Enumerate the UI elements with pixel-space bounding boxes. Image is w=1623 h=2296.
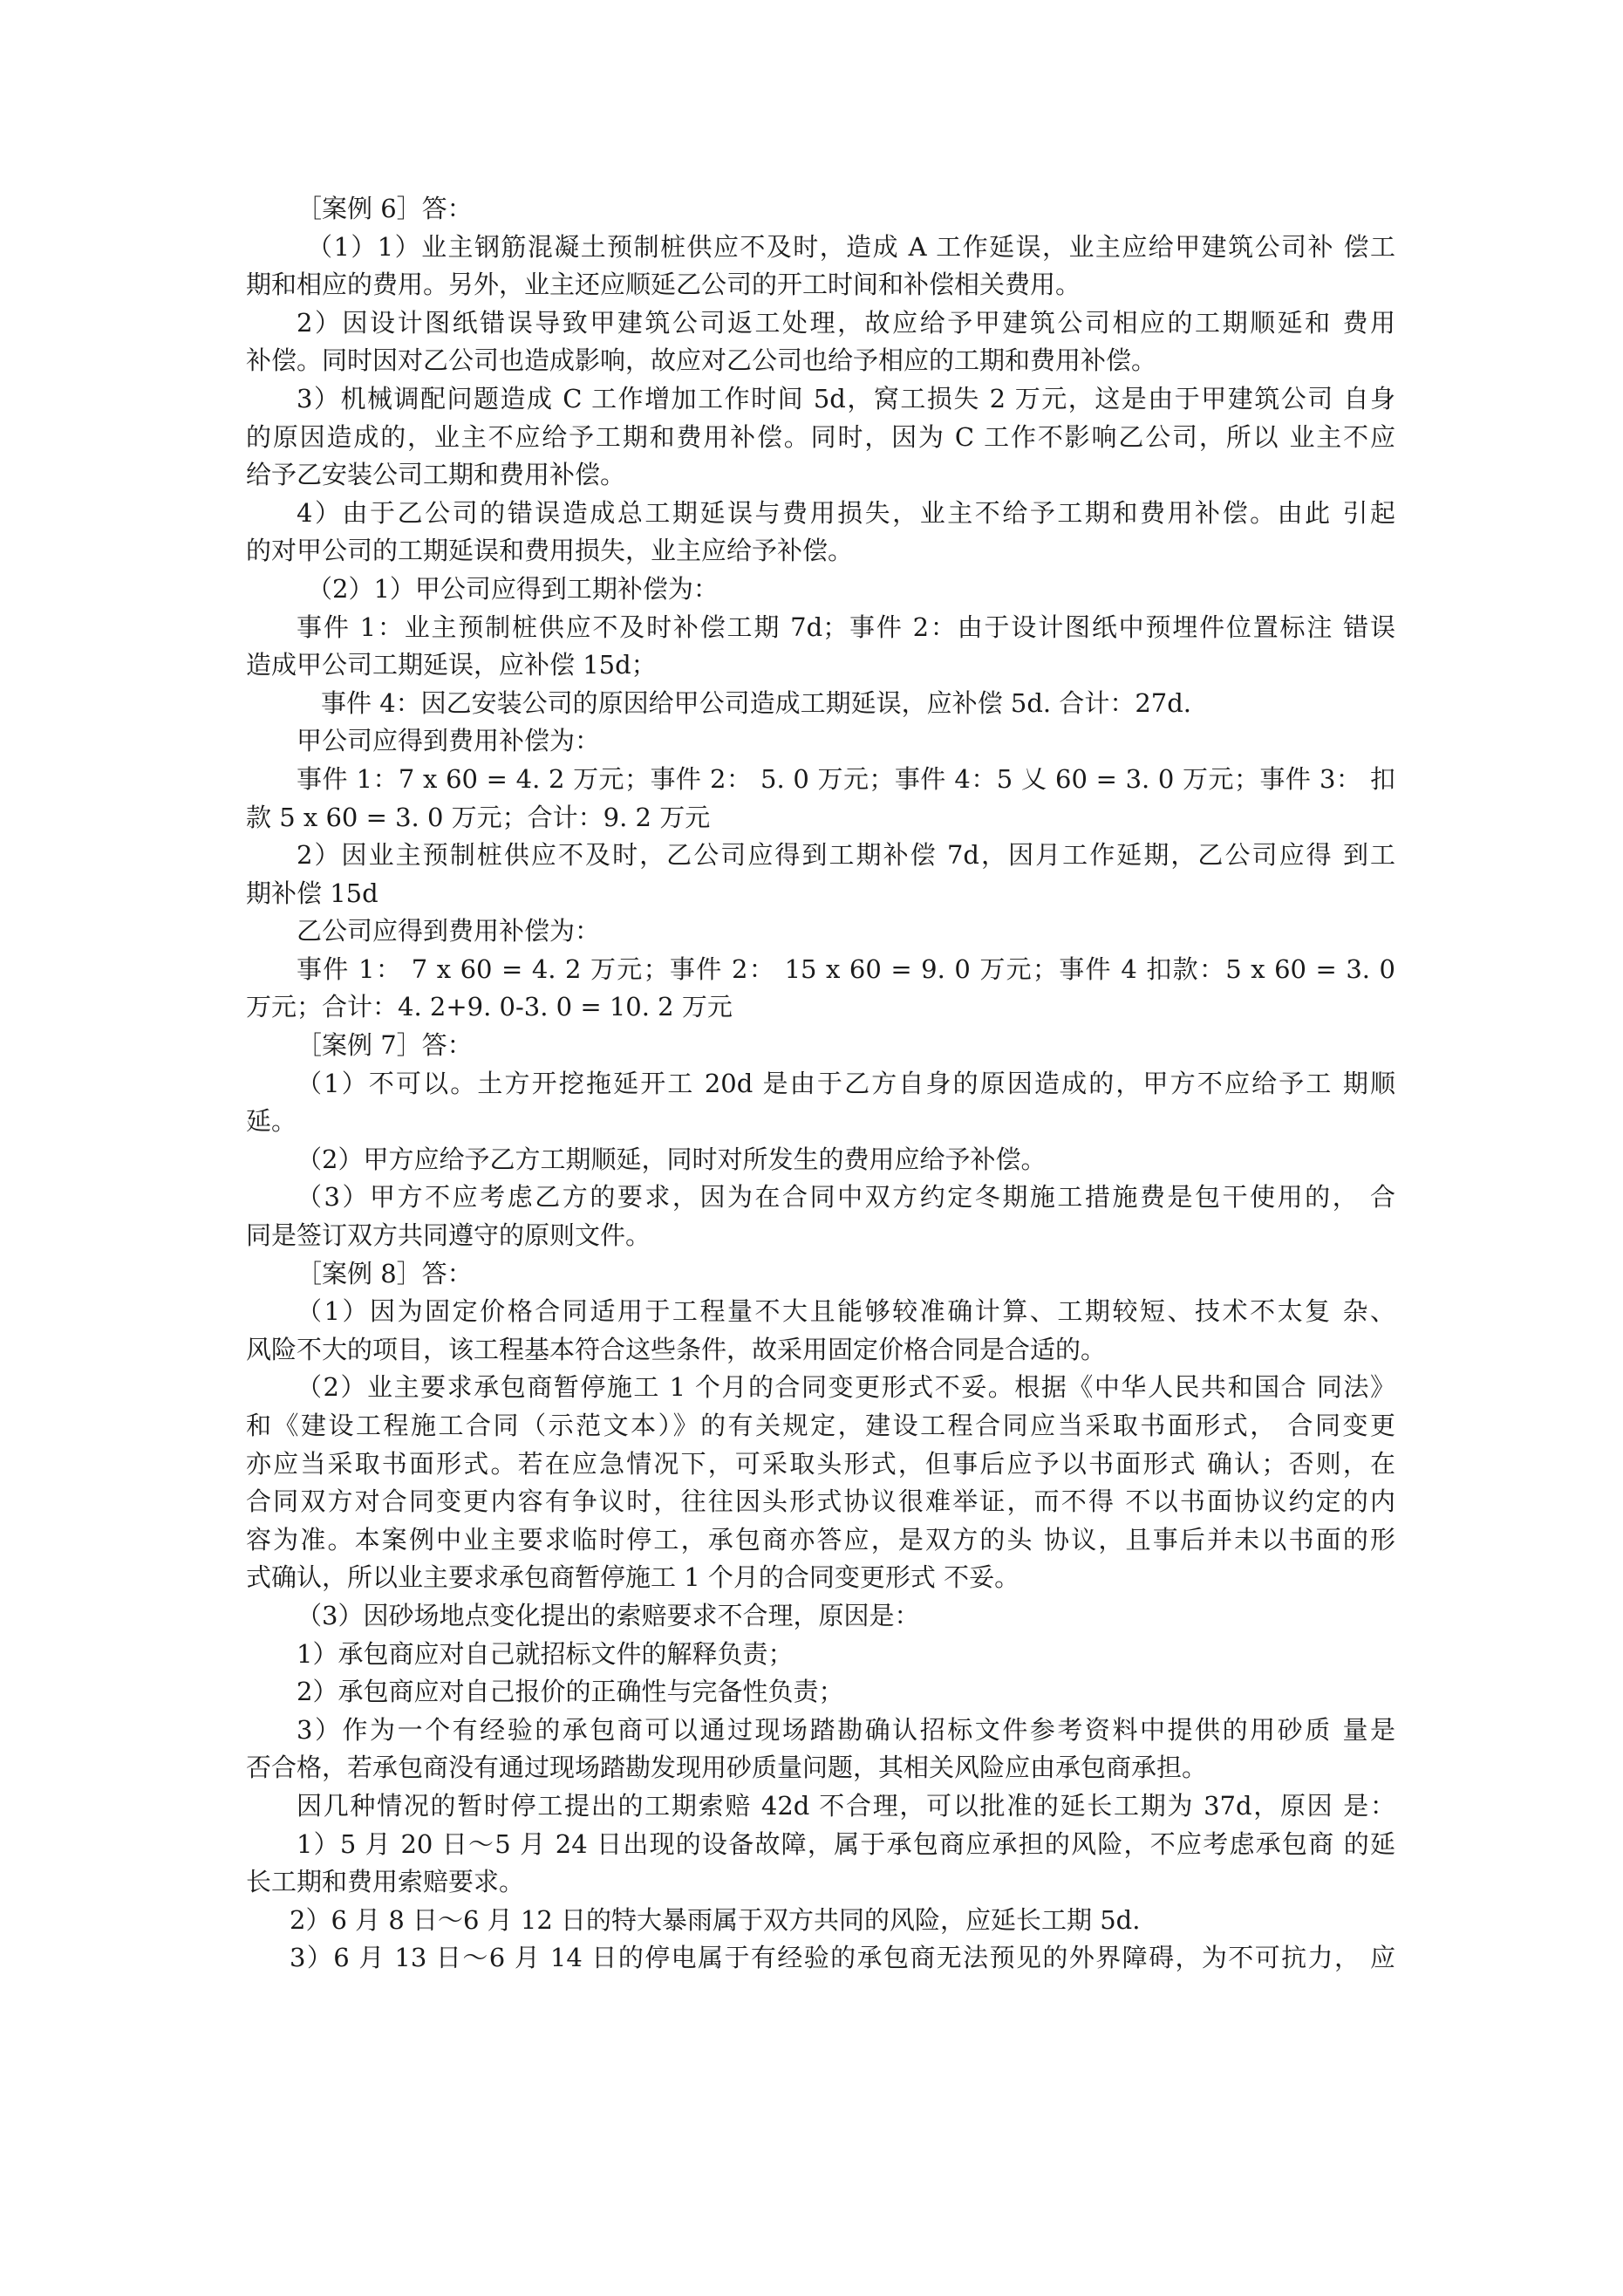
- paragraph-line: 甲公司应得到费用补偿为：: [297, 726, 601, 756]
- paragraph-line: 长工期和费用索赔要求。: [246, 1867, 525, 1897]
- list-item: 3）作为一个有经验的承包商可以通过现场踏勘确认招标文件参考资料中提供的用砂质 量是: [297, 1714, 1395, 1745]
- paragraph-line: 亦应当采取书面形式。若在应急情况下，可采取头形式，但事后应予以书面形式 确认；否则，在: [246, 1448, 1395, 1479]
- paragraph-line: 的原因造成的，业主不应给予工期和费用补偿。同时，因为 C 工作不影响乙公司，所以 业主不应: [246, 421, 1395, 452]
- paragraph-line: 否合格，若承包商没有通过现场踏勘发现用砂质量问题，其相关风险应由承包商承担。: [246, 1753, 1208, 1783]
- case-6-heading: ［案例 6］答：: [297, 194, 473, 223]
- paragraph-line: 款 5 x 60 = 3. 0 万元；合计：9. 2 万元: [246, 802, 711, 832]
- paragraph-line: （2）业主要求承包商暂停施工 1 个月的合同变更形式不妥。根据《中华人民共和国合 同法》: [297, 1372, 1395, 1403]
- paragraph-line: 给予乙安装公司工期和费用补偿。: [246, 460, 626, 490]
- case-7-heading: ［案例 7］答：: [297, 1030, 473, 1061]
- paragraph-line: （2）1）甲公司应得到工期补偿为：: [307, 573, 719, 604]
- paragraph-line: （1）因为固定价格合同适用于工程量不大且能够较准确计算、工期较短、技术不太复 杂、: [297, 1296, 1395, 1327]
- paragraph-line: 造成甲公司工期延误，应补偿 15d；: [246, 650, 657, 680]
- paragraph-line: （1）不可以。土方开挖拖延开工 20d 是由于乙方自身的原因造成的，甲方不应给予工 期顺: [297, 1068, 1395, 1098]
- list-item: 3）6 月 13 日〜6 月 14 日的停电属于有经验的承包商无法预见的外界障碍，为不可抗力， 应: [290, 1943, 1395, 1973]
- list-item: 1）5 月 20 日〜5 月 24 日出现的设备故障，属于承包商应承担的风险，不应考虑承包商 的延: [297, 1828, 1395, 1859]
- paragraph-line: 补偿。同时因对乙公司也造成影响，故应对乙公司也给予相应的工期和费用补偿。: [246, 345, 1157, 376]
- paragraph-line: 同是签订双方共同遵守的原则文件。: [246, 1220, 651, 1251]
- paragraph-line: 万元；合计：4. 2+9. 0-3. 0 = 10. 2 万元: [246, 992, 733, 1022]
- paragraph-line: 和《建设工程施工合同（示范文本）》的有关规定，建设工程合同应当采取书面形式， 合同变更: [246, 1411, 1395, 1440]
- paragraph-line: 3）机械调配问题造成 C 工作增加工作时间 5d，窝工损失 2 万元，这是由于甲建筑公司 自身: [297, 383, 1395, 413]
- paragraph-line: 2）因业主预制桩供应不及时，乙公司应得到工期补偿 7d，因月工作延期，乙公司应得 到工: [297, 840, 1395, 871]
- list-item: 2）承包商应对自己报价的正确性与完备性负责；: [297, 1677, 844, 1707]
- paragraph-line: 因几种情况的暂时停工提出的工期索赔 42d 不合理，可以批准的延长工期为 37d，原因 是：: [297, 1790, 1395, 1821]
- paragraph-line: 事件 1：7 x 60 = 4. 2 万元；事件 2： 5. 0 万元；事件 4：5 乂 60 = 3. 0 万元；事件 3： 扣: [297, 763, 1395, 794]
- paragraph-line: 容为准。本案例中业主要求临时停工，承包商亦答应，是双方的头 协议，且事后并未以书面的形: [246, 1524, 1395, 1555]
- case-8-heading: ［案例 8］答：: [297, 1258, 473, 1288]
- paragraph-line: 事件 4：因乙安装公司的原因给甲公司造成工期延误，应补偿 5d. 合计：27d.: [321, 687, 1192, 718]
- paragraph-line: 事件 1： 7 x 60 = 4. 2 万元；事件 2： 15 x 60 = 9. 0 万元；事件 4 扣款：5 x 60 = 3. 0: [297, 953, 1395, 984]
- list-item: 1）承包商应对自己就招标文件的解释负责；: [297, 1638, 794, 1669]
- paragraph-line: （3）甲方不应考虑乙方的要求，因为在合同中双方约定冬期施工措施费是包干使用的， 合: [297, 1182, 1395, 1213]
- paragraph-line: 风险不大的项目，该工程基本符合这些条件，故采用固定价格合同是合适的。: [246, 1334, 1107, 1364]
- paragraph-line: 乙公司应得到费用补偿为：: [297, 916, 601, 946]
- document-body: [246, 190, 1395, 1978]
- paragraph-line: 4）由于乙公司的错误造成总工期延误与费用损失，业主不给予工期和费用补偿。由此 引起: [297, 497, 1395, 528]
- paragraph-line: 期补偿 15d: [246, 878, 378, 908]
- paragraph-line: （3）因砂场地点变化提出的索赔要求不合理，原因是：: [297, 1600, 920, 1630]
- paragraph-line: 式确认，所以业主要求承包商暂停施工 1 个月的合同变更形式 不妥。: [246, 1562, 1020, 1593]
- paragraph-line: 合同双方对合同变更内容有争议时，往往因头形式协议很难举证，而不得 不以书面协议约定的内: [246, 1486, 1395, 1517]
- paragraph-line: 事件 1：业主预制桩供应不及时补偿工期 7d；事件 2：由于设计图纸中预埋件位置标注 错误: [297, 612, 1395, 642]
- paragraph-line: 延。: [246, 1106, 297, 1137]
- paragraph-line: 期和相应的费用。另外，业主还应顺延乙公司的开工时间和补偿相关费用。: [246, 270, 1081, 300]
- paragraph-line: （2）甲方应给予乙方工期顺延，同时对所发生的费用应给予补偿。: [297, 1144, 1047, 1174]
- paragraph-line: 的对甲公司的工期延误和费用损失，业主应给予补偿。: [246, 536, 854, 566]
- paragraph-line: （1）1）业主钢筋混凝土预制桩供应不及时，造成 A 工作延误，业主应给甲建筑公司补 偿工: [307, 231, 1395, 262]
- paragraph-line: 2）因设计图纸错误导致甲建筑公司返工处理，故应给予甲建筑公司相应的工期顺延和 费用: [297, 307, 1395, 338]
- list-item: 2）6 月 8 日〜6 月 12 日的特大暴雨属于双方共同的风险，应延长工期 5d.: [290, 1904, 1141, 1935]
